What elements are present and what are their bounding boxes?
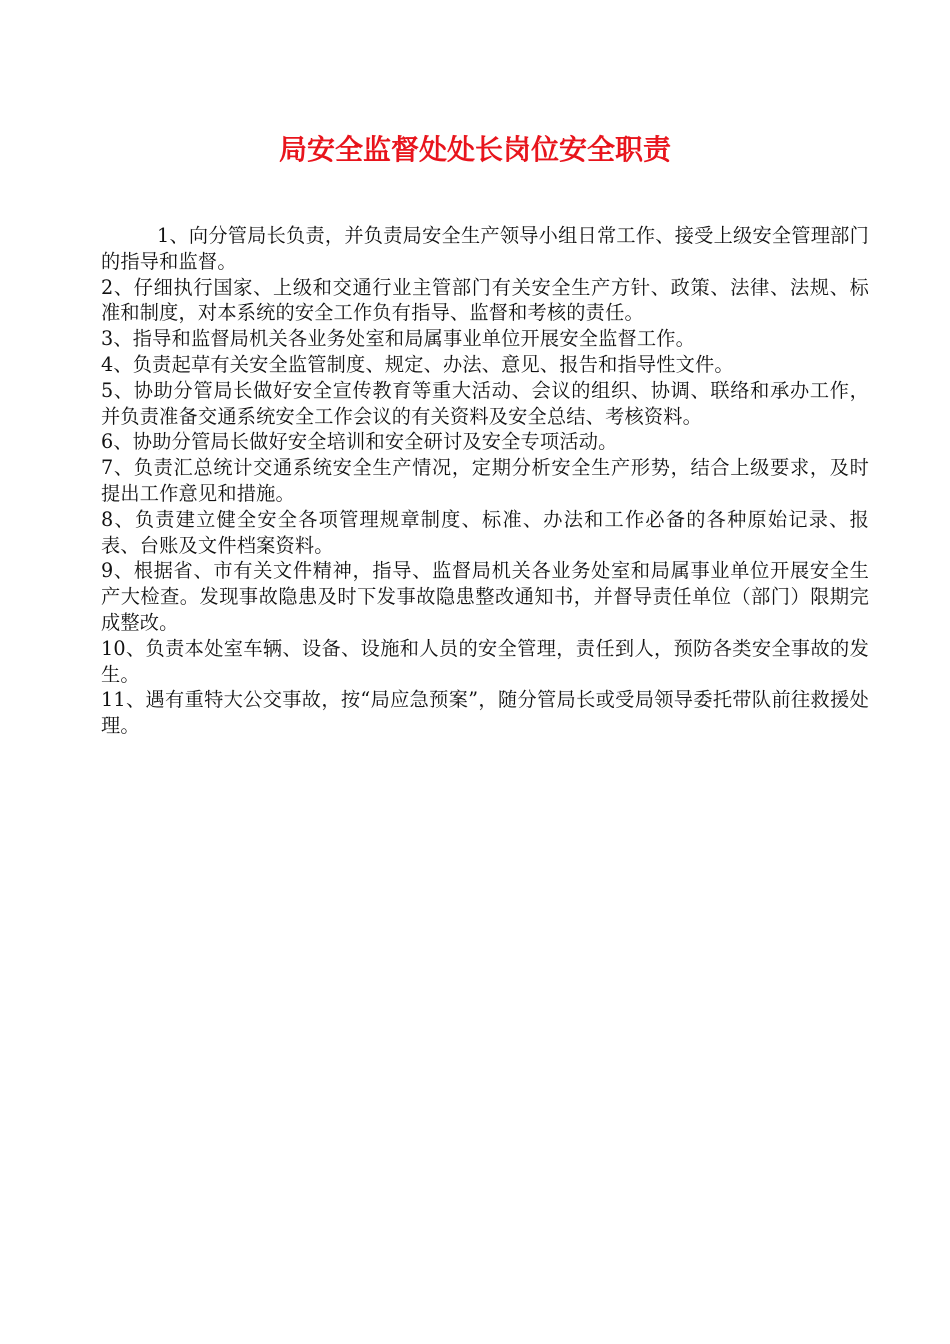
document-title: 局安全监督处处长岗位安全职责 <box>278 133 671 166</box>
document-body <box>101 223 869 739</box>
duty-item-4: 4、负责起草有关安全监管制度、规定、办法、意见、报告和指导性文件。 <box>101 352 734 376</box>
duty-item-3: 3、指导和监督局机关各业务处室和局属事业单位开展安全监督工作。 <box>101 327 696 351</box>
duty-item-6: 6、协助分管局长做好安全培训和安全研讨及安全专项活动。 <box>101 430 618 454</box>
duty-item-8: 8、负责建立健全安全各项管理规章制度、标准、办法和工作必备的各种原始记录、报表、台账及文件档案资料。 <box>101 507 869 557</box>
duty-item-5: 5、协助分管局长做好安全宣传教育等重大活动、会议的组织、协调、联络和承办工作，并负责准备交通系统安全工作会议的有关资料及安全总结、考核资料。 <box>101 378 869 428</box>
duty-item-11: 11、遇有重特大公交事故，按“局应急预案”，随分管局长或受局领导委托带队前往救援处理。 <box>101 688 869 738</box>
duty-item-2: 2、仔细执行国家、上级和交通行业主管部门有关安全生产方针、政策、法律、法规、标准和制度，对本系统的安全工作负有指导、监督和考核的责任。 <box>101 275 869 325</box>
duty-item-9: 9、根据省、市有关文件精神，指导、监督局机关各业务处室和局属事业单位开展安全生产大检查。发现事故隐患及时下发事故隐患整改通知书，并督导责任单位（部门）限期完成整改。 <box>101 559 869 634</box>
duty-item-1: 1、向分管局长负责，并负责局安全生产领导小组日常工作、接受上级安全管理部门的指导和监督。 <box>101 224 869 273</box>
duty-item-10: 10、负责本处室车辆、设备、设施和人员的安全管理，责任到人，预防各类安全事故的发生。 <box>101 636 869 686</box>
duty-item-7: 7、负责汇总统计交通系统安全生产情况，定期分析安全生产形势，结合上级要求，及时提出工作意见和措施。 <box>101 456 869 505</box>
